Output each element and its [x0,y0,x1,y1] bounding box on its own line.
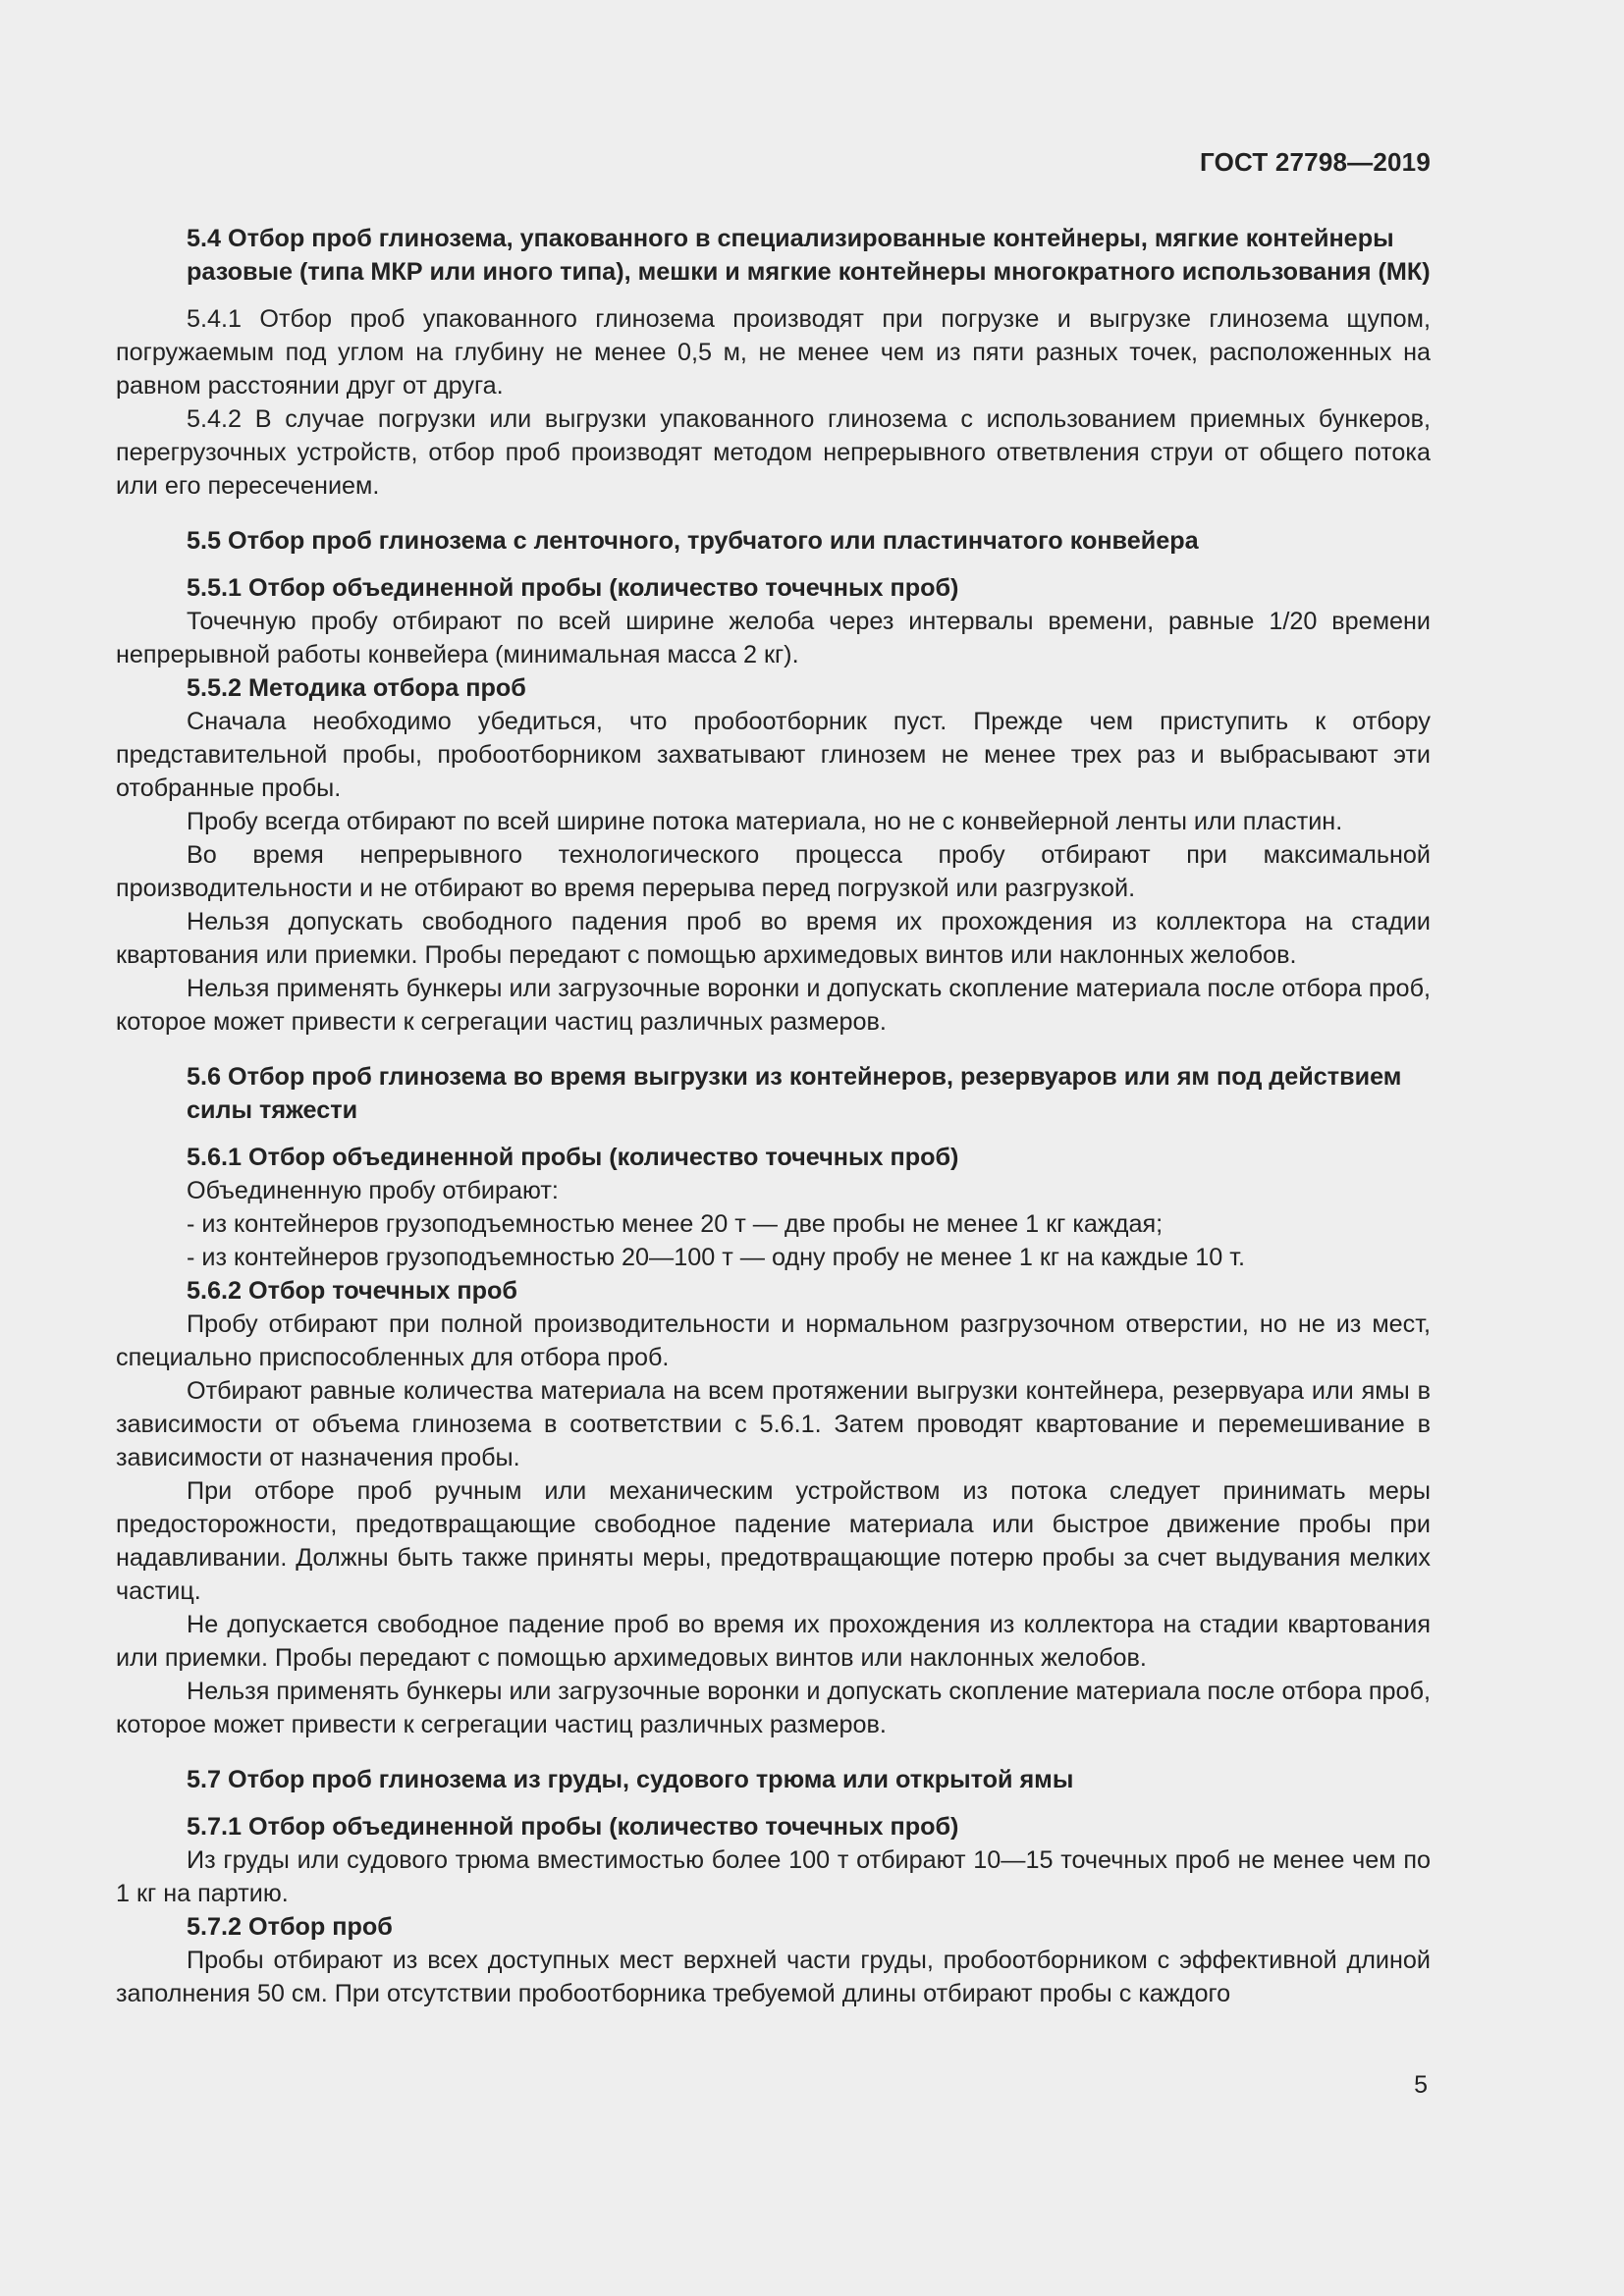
paragraph-5-5-1: Точечную пробу отбирают по всей ширине желоба через интервалы времени, равные 1/20 времени непрерывной работы конвейера (минимальная масса 2 кг). [116,608,1431,668]
paragraph-5-5-2-c: Во время непрерывного технологического процесса пробу отбирают при максимальной производительности и не отбирают во время перерыва перед погрузкой или разгрузкой. [116,841,1431,902]
paragraph-5-6-1: Объединенную пробу отбирают: [187,1177,559,1204]
paragraph-5-5-2-b: Пробу всегда отбирают по всей ширине потока материала, но не с конвейерной ленты или пластин. [187,808,1343,835]
paragraph-5-6-2-e: Нельзя применять бункеры или загрузочные воронки и допускать скопление материала после отбора проб, которое может привести к сегрегации частиц различных размеров. [116,1678,1431,1738]
paragraph-5-5-2-a: Сначала необходимо убедиться, что пробоотборник пуст. Прежде чем приступить к отбору представительной пробы, пробоотборником захватывают глинозем не менее трех раз и выбрасывают эти отобранные пробы. [116,708,1431,802]
subsection-5-7-2-title: 5.7.2 Отбор проб [187,1913,393,1941]
paragraph-5-6-2-a: Пробу отбирают при полной производительности и нормальном разгрузочном отверстии, но не из мест, специально приспособленных для отбора проб. [116,1310,1431,1371]
subsection-5-6-2-title: 5.6.2 Отбор точечных проб [187,1277,517,1305]
section-5-5-title: 5.5 Отбор проб глинозема с ленточного, трубчатого или пластинчатого конвейера [187,527,1199,555]
paragraph-5-6-2-d: Не допускается свободное падение проб во время их прохождения из коллектора на стадии квартования или приемки. Пробы передают с помощью архимедовых винтов или наклонных желобов. [116,1611,1431,1672]
paragraph-5-5-2-d: Нельзя допускать свободного падения проб во время их прохождения из коллектора на стадии квартования или приемки. Пробы передают с помощью архимедовых винтов или наклонных желобов. [116,908,1431,969]
section-5-6-title: 5.6 Отбор проб глинозема во время выгрузки из контейнеров, резервуаров или ям под действием силы тяжести [187,1063,1402,1124]
list-item: - из контейнеров грузоподъемностью 20—100 т — одну пробу не менее 1 кг на каждые 10 т. [187,1244,1246,1271]
subsection-5-6-1-title: 5.6.1 Отбор объединенной пробы (количество точечных проб) [187,1144,959,1171]
page-number: 5 [1414,2071,1428,2099]
paragraph-5-7-1: Из груды или судового трюма вместимостью более 100 т отбирают 10—15 точечных проб не менее чем по 1 кг на партию. [116,1846,1431,1907]
paragraph-5-4-2: 5.4.2 В случае погрузки или выгрузки упакованного глинозема с использованием приемных бункеров, перегрузочных устройств, отбор проб производят методом непрерывного ответвления струи от общего потока или его пересечением. [116,405,1431,500]
paragraph-5-7-2: Пробы отбирают из всех доступных мест верхней части груды, пробоотборником с эффективной длиной заполнения 50 см. При отсутствии пробоотборника требуемой длины отбирают пробы с каждого [116,1947,1431,2007]
section-5-4-title: 5.4 Отбор проб глинозема, упакованного в специализированные контейнеры, мягкие контейнеры разовые (типа МКР или иного типа), мешки и мягкие контейнеры многократного использования (МК) [187,225,1431,286]
section-5-7-title: 5.7 Отбор проб глинозема из груды, судового трюма или открытой ямы [187,1766,1074,1793]
subsection-5-5-1-title: 5.5.1 Отбор объединенной пробы (количество точечных проб) [187,574,959,602]
subsection-5-7-1-title: 5.7.1 Отбор объединенной пробы (количество точечных проб) [187,1813,959,1841]
paragraph-5-5-2-e: Нельзя применять бункеры или загрузочные воронки и допускать скопление материала после отбора проб, которое может привести к сегрегации частиц различных размеров. [116,975,1431,1036]
paragraph-5-6-2-c: При отборе проб ручным или механическим устройством из потока следует принимать меры предосторожности, предотвращающие свободное падение материала или быстрое движение пробы при надавливании. Должны быть также приняты меры, предотвращающие потерю пробы за счет выдувания мелких частиц. [116,1477,1431,1605]
document-body [116,222,1431,2010]
paragraph-5-6-2-b: Отбирают равные количества материала на всем протяжении выгрузки контейнера, резервуара или ямы в зависимости от объема глинозема в соответствии с 5.6.1. Затем проводят квартование и перемешивание в зависимости от назначения пробы. [116,1377,1431,1471]
paragraph-5-4-1: 5.4.1 Отбор проб упакованного глинозема производят при погрузке и выгрузке глинозема щупом, погружаемым под углом на глубину не менее 0,5 м, не менее чем из пяти разных точек, расположенных на равном расстоянии друг от друга. [116,305,1431,400]
subsection-5-5-2-title: 5.5.2 Методика отбора проб [187,674,526,702]
document-standard-header: ГОСТ 27798—2019 [1200,147,1431,177]
list-item: - из контейнеров грузоподъемностью менее 20 т — две пробы не менее 1 кг каждая; [187,1210,1164,1238]
